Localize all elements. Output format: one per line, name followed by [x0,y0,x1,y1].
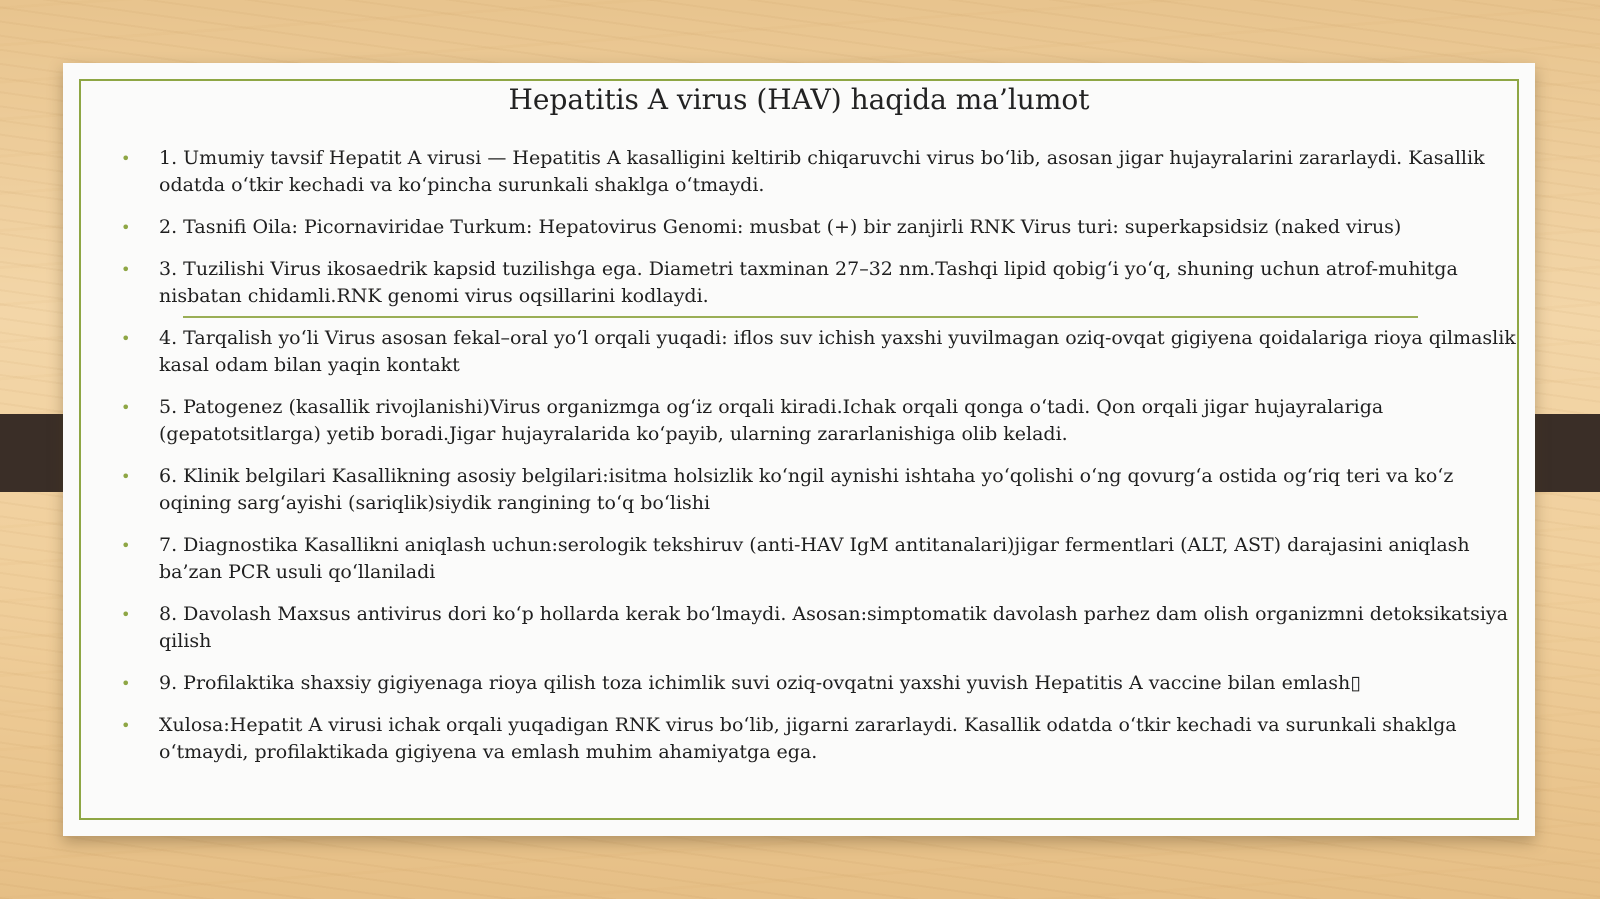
bullet-icon: • [121,218,131,237]
bullet-icon: • [121,605,131,624]
list-item-text: 6. Klinik belgilari Kasallikning asosiy belgilari:isitma holsizlik ko‘ngil aynishi ishtaha yo‘qolishi o‘ng qovurg‘a ostida og‘riq teri va ko‘z oqining sarg‘ayishi (sariqlik)siydik rangining to‘q bo‘lishi [159,465,1454,514]
bullet-icon: • [121,716,131,735]
list-item-text: 3. Tuzilishi Virus ikosaedrik kapsid tuzilishga ega. Diametri taxminan 27–32 nm.Tashqi lipid qobig‘i yo‘q, shuning uchun atrof-muhitga nisbatan chidamli.RNK genomi virus oqsillarini kodlaydi. [159,258,1458,307]
list-item [121,325,1531,379]
bullet-icon: • [121,329,131,348]
list-item-text: 5. Patogenez (kasallik rivojlanishi)Virus organizmga og‘iz orqali kiradi.Ichak orqali qonga o‘tadi. Qon orqali jigar hujayralariga (gepatotsitlarga) yetib boradi.Jigar hujayralarida ko‘payib, ularning zararlanishiga olib keladi. [159,396,1384,445]
slide-card [63,63,1535,836]
list-item-text: Xulosa:Hepatit A virusi ichak orqali yuqadigan RNK virus bo‘lib, jigarni zararlaydi. Kasallik odatda o‘tkir kechadi va surunkali shaklga o‘tmaydi, profilaktikada gigiyena va emlash muhim ahamiyatga ega. [159,714,1457,763]
list-item-text: 4. Tarqalish yo‘li Virus asosan fekal–oral yo‘l orqali yuqadi: iflos suv ichish yaxshi yuvilmagan oziq-ovqat gigiyena qoidalariga rioya qilmaslik kasal odam bilan yaqin kontakt [159,327,1516,376]
bullet-icon: • [121,467,131,486]
list-item [121,145,1531,199]
list-item [121,712,1531,766]
bullet-icon: • [121,260,131,279]
bullet-list [121,145,1531,781]
list-item-text: 1. Umumiy tavsif Hepatit A virusi — Hepatitis A kasalligini keltirib chiqaruvchi virus bo‘lib, asosan jigar hujayralarini zararlaydi. Kasallik odatda o‘tkir kechadi va ko‘pincha surunkali shaklga o‘tmaydi. [159,147,1485,196]
list-item [121,256,1531,310]
list-item-text: 9. Profilaktika shaxsiy gigiyenaga rioya qilish toza ichimlik suvi oziq-ovqatni yaxshi yuvish Hepatitis A vaccine bilan emlash▯ [159,672,1361,694]
bullet-icon: • [121,674,131,693]
list-item [121,214,1531,241]
slide-title: Hepatitis A virus (HAV) haqida ma’lumot [508,83,1090,116]
list-item [121,394,1531,448]
list-item-text: 8. Davolash Maxsus antivirus dori ko‘p hollarda kerak bo‘lmaydi. Asosan:simptomatik davolash parhez dam olish organizmni detoksikatsiya qilish [159,603,1508,652]
list-item-text: 2. Tasnifi Oila: Picornaviridae Turkum: Hepatovirus Genomi: musbat (+) bir zanjirli RNK Virus turi: superkapsidsiz (naked virus) [159,216,1402,238]
bullet-icon: • [121,398,131,417]
list-item [121,532,1531,586]
bullet-icon: • [121,536,131,555]
bullet-icon: • [121,149,131,168]
list-item [121,601,1531,655]
list-item [121,463,1531,517]
list-item [121,670,1531,697]
list-item-text: 7. Diagnostika Kasallikni aniqlash uchun:serologik tekshiruv (anti-HAV IgM antitanalari)jigar fermentlari (ALT, AST) darajasini aniqlash ba’zan PCR usuli qo‘llaniladi [159,534,1470,583]
